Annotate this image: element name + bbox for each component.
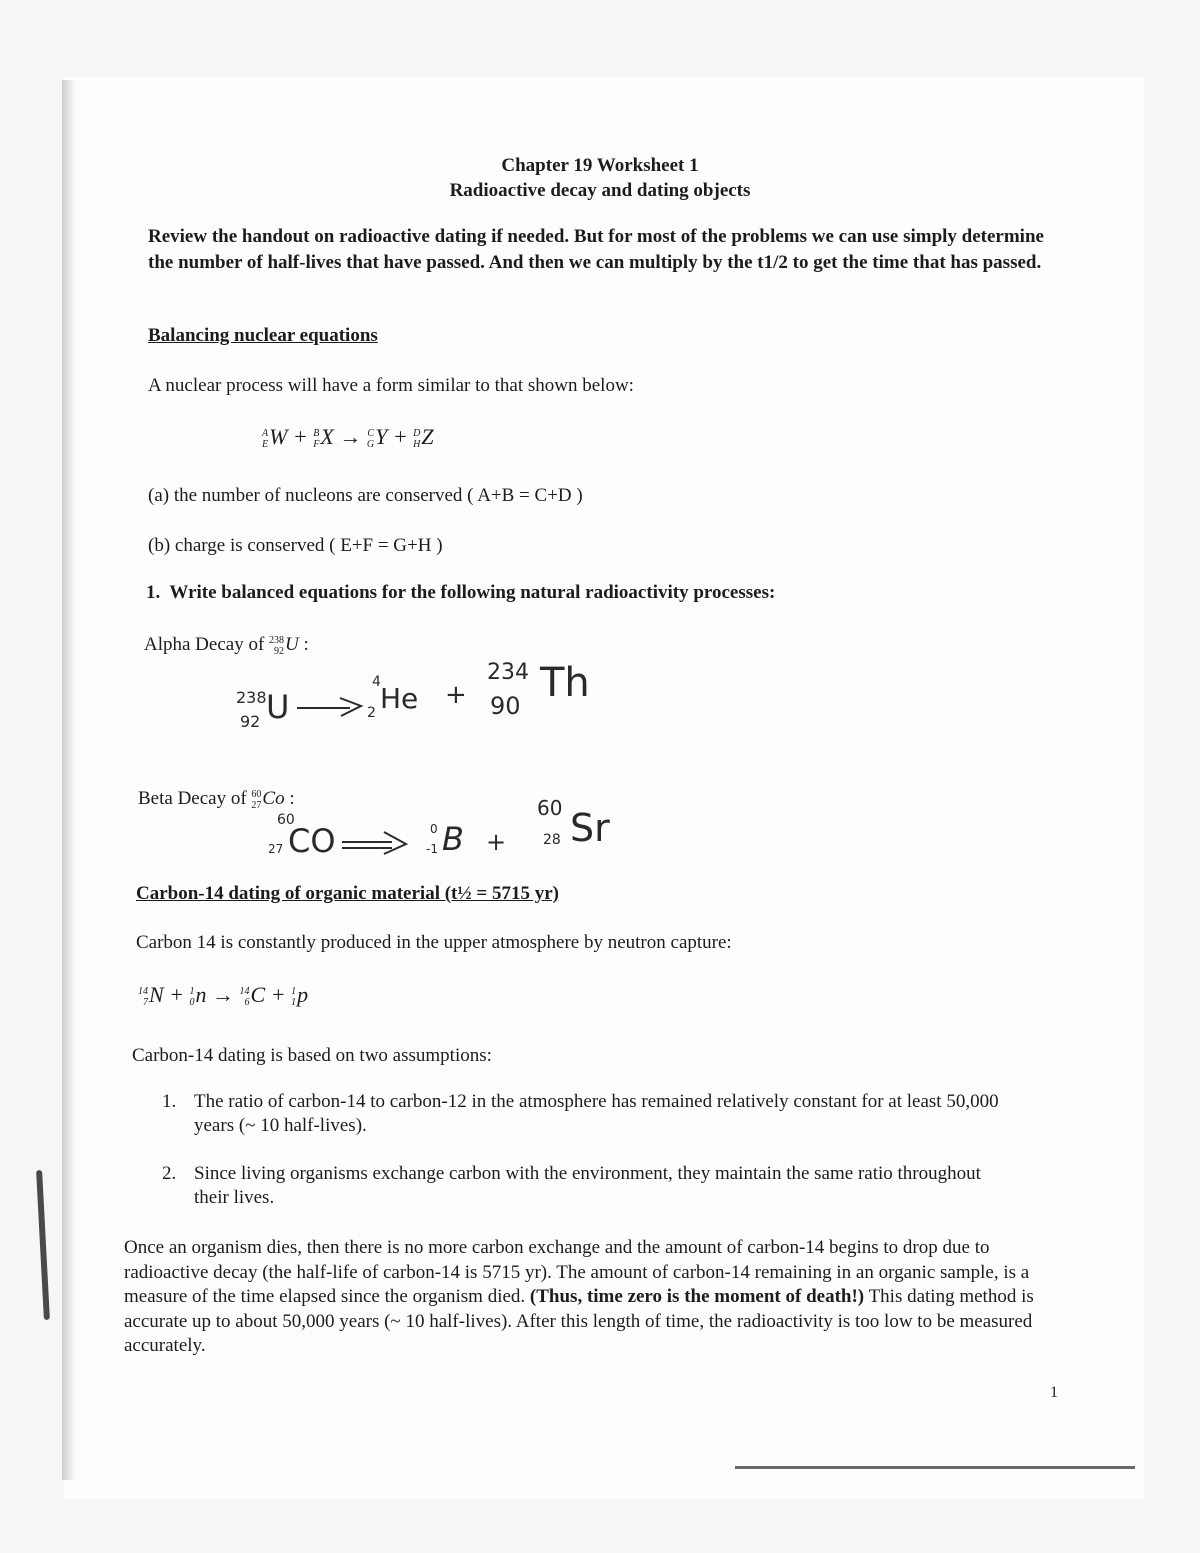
- hw-alpha-th-mass: 234: [487, 660, 529, 685]
- page-edge-shadow: [62, 80, 76, 1480]
- hw-beta-sr-symbol: Sr: [570, 806, 610, 850]
- scan-bottom-line: [735, 1466, 1135, 1469]
- balancing-lead: A nuclear process will have a form similar to that shown below:: [148, 375, 634, 396]
- page-number: 1: [1050, 1384, 1058, 1401]
- iso-w: A E: [262, 427, 269, 450]
- hw-beta-b-atomic: -1: [426, 842, 438, 856]
- alpha-isotope-symbol: U: [285, 634, 299, 655]
- iso-n: 14 7: [138, 985, 148, 1008]
- alpha-decay-prompt: Alpha Decay of 238 92 U :: [144, 634, 309, 657]
- beta-isotope-numbers: [251, 789, 261, 811]
- alpha-isotope-atomic: 92: [274, 645, 285, 657]
- general-nuclear-equation: A E W + B F X → C G Y + D H Z: [262, 424, 434, 450]
- hw-alpha-plus: +: [445, 680, 467, 710]
- assumption-1-text: The ratio of carbon-14 to carbon-12 in the atmosphere has remained relatively constant for at least 50,000 years (~ 10 half-lives).: [194, 1091, 999, 1136]
- iso-z: D H: [413, 427, 421, 450]
- hw-beta-reactant-atomic: 27: [268, 842, 284, 856]
- rule-b: (b) charge is conserved ( E+F = G+H ): [148, 535, 443, 556]
- question-1-text: Write balanced equations for the following natural radioactivity processes:: [169, 582, 776, 603]
- beta-isotope-mass: 60: [251, 788, 262, 800]
- beta-decay-label: Beta Decay of: [138, 788, 247, 809]
- hw-beta-sr-mass: 60: [537, 796, 563, 820]
- hw-beta-reactant-mass: 60: [277, 812, 295, 828]
- iso-neutron: 1 0: [189, 985, 195, 1008]
- assumption-2-text: Since living organisms exchange carbon with the environment, they maintain the same ratio throughout their lives.: [194, 1163, 981, 1208]
- hw-alpha-he-symbol: He: [380, 682, 419, 715]
- closing-part-1: Once an organism dies, then there is no more carbon exchange and the amount of carbon-14 begins to drop due to radioactive decay (the half-life of carbon-14 is 5715 yr). The amount of carbon-14 remaining in an organic sample, is a measure of the time elapsed since the organism died.: [124, 1237, 1030, 1307]
- assumption-1-number: 1.: [162, 1091, 177, 1112]
- carbon14-production-text: Carbon 14 is constantly produced in the upper atmosphere by neutron capture:: [136, 932, 732, 953]
- hw-beta-reactant-symbol: CO: [288, 822, 336, 860]
- hw-beta-plus: +: [486, 828, 507, 856]
- hw-alpha-he-mass: 4: [372, 674, 381, 690]
- closing-part-2: This dating method is accurate up to about 50,000 years (~ 10 half-lives). After this length of time, the radioactivity is too low to be measured accurately.: [124, 1286, 1034, 1356]
- scan-edge-mark: [36, 1170, 50, 1320]
- question-1-number: 1.: [146, 582, 161, 603]
- hw-beta-b-mass: 0: [430, 822, 438, 836]
- beta-decay-prompt: Beta Decay of 60 27 Co :: [138, 788, 295, 811]
- alpha-isotope-numbers: [269, 635, 284, 657]
- hw-beta-arrow: [340, 826, 412, 856]
- beta-isotope-atomic: 27: [251, 799, 262, 811]
- beta-isotope-symbol: Co: [262, 788, 285, 809]
- assumption-2-number: 2.: [162, 1163, 177, 1184]
- question-1: [146, 582, 775, 604]
- carbon14-production-equation: 14 7 N + 1 0 n → 14 6 C + 1 1 p: [138, 982, 309, 1008]
- closing-bold: (Thus, time zero is the moment of death!): [529, 1286, 865, 1307]
- rule-a: (a) the number of nucleons are conserved ( A+B = C+D ): [148, 485, 583, 506]
- worksheet-title: Chapter 19 Worksheet 1: [501, 155, 699, 176]
- hw-alpha-arrow: [295, 690, 367, 720]
- hw-alpha-he-atomic: 2: [367, 705, 376, 721]
- hw-alpha-reactant-mass: 238: [236, 688, 267, 707]
- iso-c: 14 6: [239, 985, 250, 1008]
- closing-paragraph: [124, 1236, 1054, 1359]
- list-item: [162, 1090, 1012, 1138]
- list-item: [162, 1162, 1012, 1210]
- carbon14-heading: Carbon-14 dating of organic material (t½ = 5715 yr): [136, 883, 559, 904]
- hw-alpha-reactant-symbol: U: [266, 688, 290, 726]
- iso-p: 1 1: [291, 985, 297, 1008]
- worksheet-subtitle: Radioactive decay and dating objects: [449, 180, 751, 201]
- iso-x: B F: [313, 427, 320, 450]
- hw-beta-b-symbol: B: [442, 820, 464, 858]
- alpha-decay-label: Alpha Decay of: [144, 634, 265, 655]
- hw-alpha-th-atomic: 90: [490, 692, 521, 720]
- iso-y: C G: [366, 427, 375, 450]
- assumptions-lead: Carbon-14 dating is based on two assumptions:: [132, 1045, 492, 1066]
- balancing-heading: Balancing nuclear equations: [148, 325, 378, 346]
- hw-beta-sr-atomic: 28: [543, 832, 561, 848]
- alpha-isotope-mass: 238: [269, 634, 285, 646]
- intro-paragraph: Review the handout on radioactive dating if needed. But for most of the problems we can use simply determine the number of half-lives that have passed. And then we can multiply by the t1/2 to get the time that has passed.: [148, 226, 1044, 273]
- hw-alpha-th-symbol: Th: [540, 660, 590, 706]
- hw-alpha-reactant-atomic: 92: [240, 712, 261, 731]
